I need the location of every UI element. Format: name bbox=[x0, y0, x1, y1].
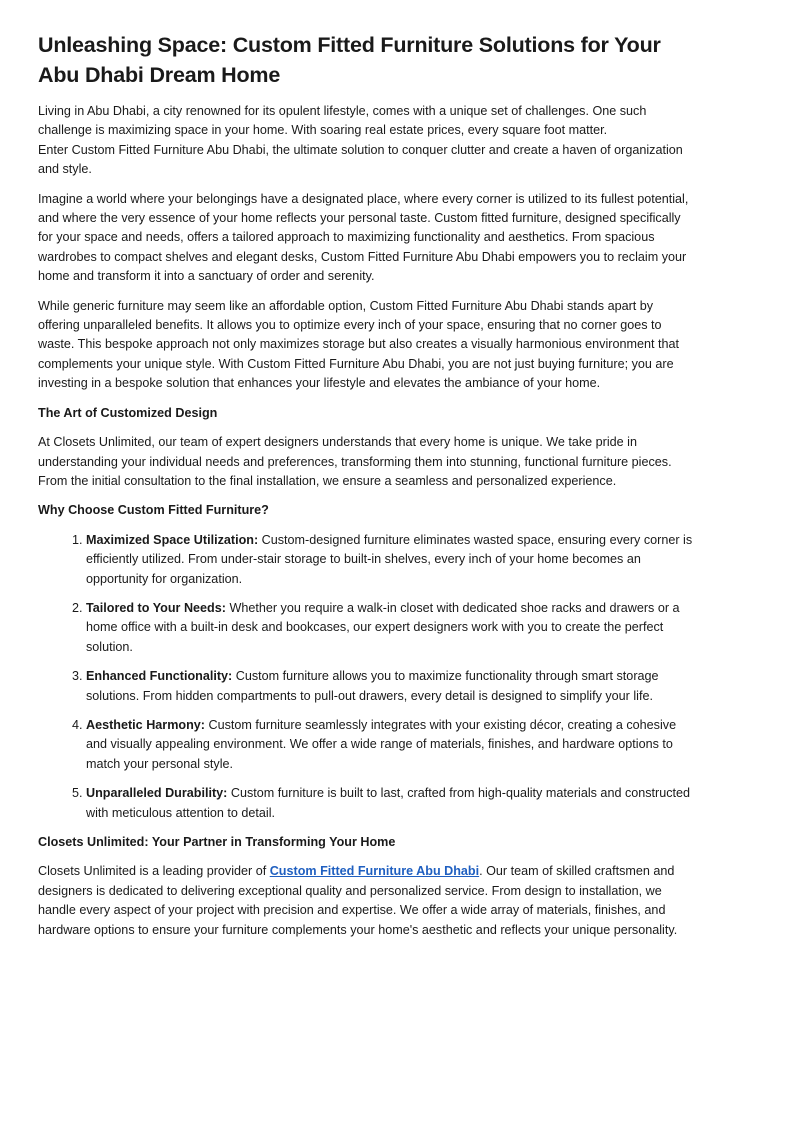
benefits-list bbox=[38, 531, 698, 823]
list-item bbox=[86, 599, 698, 657]
list-item-label: Maximized Space Utilization: bbox=[86, 532, 259, 547]
list-item bbox=[86, 667, 698, 706]
list-item-label: Enhanced Functionality: bbox=[86, 669, 233, 684]
partner-section-body bbox=[38, 862, 698, 940]
partner-text-before-link: Closets Unlimited is a leading provider of bbox=[38, 864, 270, 879]
list-item-text: Custom furniture allows you to maximize functionality through smart storage solutions. From hidden compartments to pull-out drawers, every detail is designed to simplify your life. bbox=[86, 669, 659, 703]
custom-furniture-link[interactable]: Custom Fitted Furniture Abu Dhabi bbox=[269, 864, 480, 879]
list-item-label: Unparalleled Durability: bbox=[86, 786, 228, 801]
intro-paragraph-2: Imagine a world where your belongings have a designated place, where every corner is utilized to its fullest potential, and where the very essence of your home reflects your personal taste. Custom fitted furniture, designed specifically for your space and needs, offers a tailored approach to maximizing functionality and aesthetics. From spacious wardrobes to compact shelves and elegant desks, Custom Fitted Furniture Abu Dhabi empowers you to reclaim your home and transform it into a sanctuary of order and serenity. bbox=[38, 191, 689, 284]
list-item-label: Tailored to Your Needs: bbox=[86, 600, 226, 615]
list-item-text: Custom furniture seamlessly integrates with your existing décor, creating a cohesive and visually appealing environment. We offer a wide range of materials, finishes, and hardware options to match your personal style. bbox=[86, 717, 677, 771]
list-item-label: Aesthetic Harmony: bbox=[86, 717, 205, 732]
intro-paragraph-1 bbox=[38, 102, 698, 180]
list-item-text: Custom-designed furniture eliminates wasted space, ensuring every corner is efficiently utilized. From under-stair storage to built-in shelves, every inch of your home becomes an opportunity for organization. bbox=[86, 532, 693, 586]
intro-paragraph-3: While generic furniture may seem like an affordable option, Custom Fitted Furniture Abu Dhabi stands apart by offering unparalleled benefits. It allows you to optimize every inch of your space, ensuring that no corner goes to waste. This bespoke approach not only maximizes storage but also creates a visually harmonious environment that complements your unique style. With Custom Fitted Furniture Abu Dhabi, you are not just buying furniture; you are investing in a bespoke solution that enhances your lifestyle and elevates the ambiance of your home. bbox=[38, 298, 679, 391]
document-page bbox=[38, 30, 698, 950]
partner-section-heading: Closets Unlimited: Your Partner in Transforming Your Home bbox=[38, 835, 396, 849]
partner-text-after-link: . Our team of skilled craftsmen and designers is dedicated to delivering exceptional quality and personalized service. From design to installation, we handle every aspect of your project with precision and expertise. We offer a wide array of materials, finishes, and hardware options to ensure your furniture complements your home's aesthetic and reflects your unique personality. bbox=[38, 864, 678, 937]
list-item bbox=[86, 716, 698, 774]
intro-paragraph-1-text: Living in Abu Dhabi, a city renowned for its opulent lifestyle, comes with a unique set of challenges. One such challenge is maximizing space in your home. With soaring real estate prices, every square foot matter. bbox=[38, 104, 647, 138]
design-section-heading: The Art of Customized Design bbox=[38, 405, 218, 420]
list-item-text: Custom furniture is built to last, crafted from high-quality materials and constructed with meticulous attention to detail. bbox=[86, 786, 691, 820]
list-item bbox=[86, 784, 698, 823]
design-section-body: At Closets Unlimited, our team of expert designers understands that every home is unique. We take pride in understanding your individual needs and preferences, transforming them into stunning, functional furniture pieces. From the initial consultation to the final installation, we ensure a seamless and personalized experience. bbox=[38, 435, 672, 488]
page-title: Unleashing Space: Custom Fitted Furniture Solutions for Your Abu Dhabi Dream Home bbox=[38, 33, 661, 87]
intro-paragraph-1-continuation: Enter Custom Fitted Furniture Abu Dhabi, the ultimate solution to conquer clutter and create a haven of organization and style. bbox=[38, 142, 683, 177]
list-item-text: Whether you require a walk-in closet with dedicated shoe racks and drawers or a home office with a built-in desk and bookcases, our expert designers work with you to create the perfect solution. bbox=[86, 600, 680, 654]
list-item bbox=[86, 531, 698, 589]
why-section-heading: Why Choose Custom Fitted Furniture? bbox=[38, 503, 269, 518]
